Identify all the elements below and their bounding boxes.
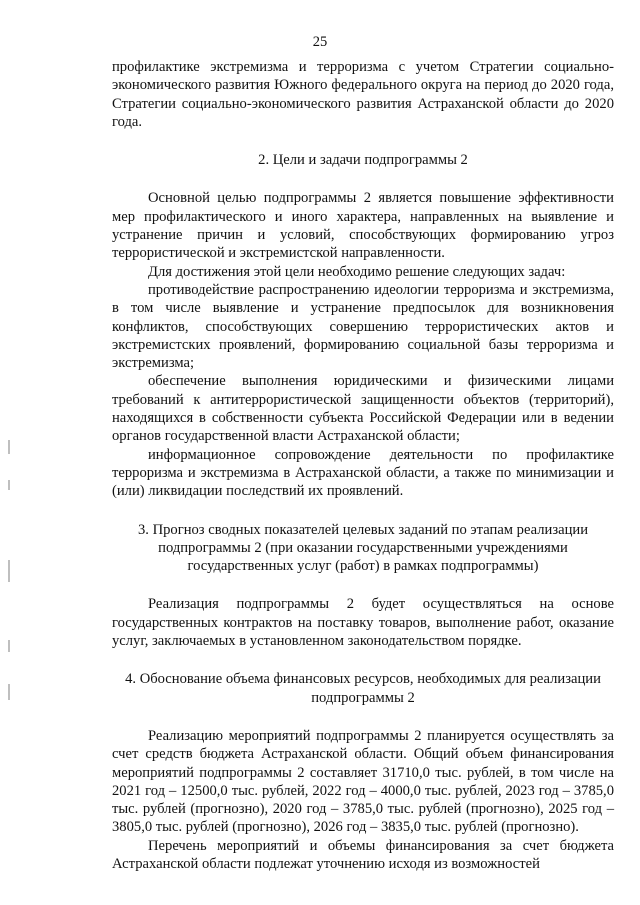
intro-paragraph: профилактике экстремизма и терроризма с учетом Стратегии социально-экономического развития Южного федерального округа на период до 2020 года, Стратегии социально-экономического развития Астраханской области до 2020 года. — [112, 59, 614, 130]
section-4-list-text: Перечень мероприятий и объемы финансирования за счет бюджета Астраханской области подлежат уточнению исходя из возможностей — [112, 837, 614, 872]
section-4-heading-line-2: подпрограммы 2 — [311, 689, 415, 706]
document-body — [112, 58, 614, 873]
scan-binding-marks — [8, 440, 11, 700]
section-3-heading-line-1: 3. Прогноз сводных показателей целевых заданий по этапам реализации — [137, 521, 589, 538]
section-4-funding: Реализацию мероприятий подпрограммы 2 планируется осуществлять за счет средств бюджета Астраханской области. Общий объем финансирования мероприятий подпрограммы 2 составляет 31710,0 тыс. рублей, в том числе на 2021 год – 12500,0 тыс. рублей, 2022 год – 4000,0 тыс. рублей, 2023 год – 3785,0 тыс. рублей (прогнозно), 2020 год – 3785,0 тыс. рублей (прогнозно), 2025 год – 3805,0 тыс. рублей (прогнозно), 2026 год – 3835,0 тыс. рублей (прогнозно). — [112, 727, 614, 836]
section-2-task-2: обеспечение выполнения юридическими и физическими лицами требований к антитеррористической защищенности объектов (территорий), находящихся в собственности субъекта Российской Федерации или в ведении органов государственной власти Астраханской области; — [112, 373, 614, 445]
section-2-tasks-intro: Для достижения этой цели необходимо решение следующих задач: — [148, 263, 566, 280]
section-4-heading — [112, 670, 614, 707]
section-2-goal: Основной целью подпрограммы 2 является повышение эффективности мер профилактического и иного характера, направленных на выявление и устранение причин и условий, способствующих формированию угроз террористической и экстремистской направленности. — [112, 190, 614, 262]
section-3-heading-line-3: государственных услуг (работ) в рамках подпрограммы) — [187, 558, 539, 575]
section-2-task-3: информационное сопровождение деятельности по профилактике терроризма и экстремизма в Астраханской области, а также по минимизации и (или) ликвидации последствий их проявлений. — [112, 446, 614, 500]
section-4-heading-line-1: 4. Обоснование объема финансовых ресурсов, необходимых для реализации — [125, 671, 601, 688]
section-2-heading: 2. Цели и задачи подпрограммы 2 — [258, 152, 468, 169]
section-2-task-1: противодействие распространению идеологии терроризма и экстремизма, в том числе выявление и устранение предпосылок для возникновения конфликтов, способствующих совершению террористических актов и экстремистских проявлений, формированию социальной базы терроризма и экстремизма; — [112, 281, 614, 372]
section-3-heading-line-2: подпрограммы 2 (при оказании государственными учреждениями — [158, 539, 568, 556]
section-3-text: Реализация подпрограммы 2 будет осуществляться на основе государственных контрактов на поставку товаров, выполнение работ, оказание услуг, заключаемых в установленном законодательством порядке. — [112, 596, 614, 650]
page-number: 25 — [312, 34, 328, 50]
section-3-heading — [112, 521, 614, 576]
